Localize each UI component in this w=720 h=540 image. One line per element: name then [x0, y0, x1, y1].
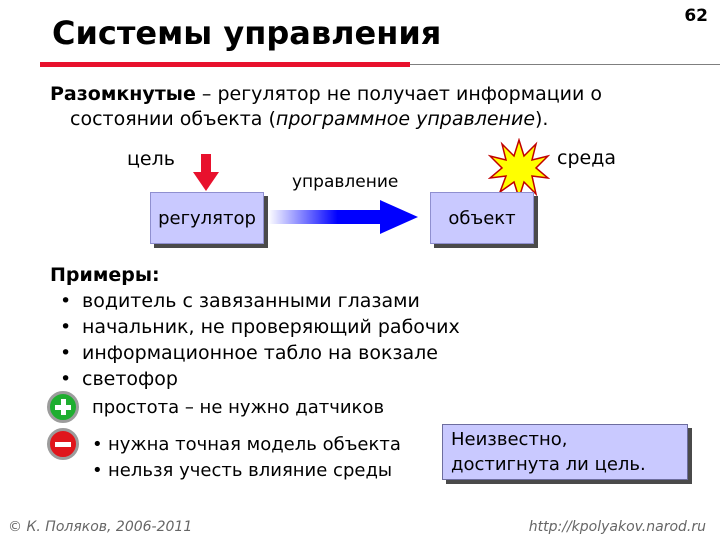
environment-label: среда [557, 147, 616, 169]
plus-icon [47, 391, 79, 423]
list-item: • информационное табло на вокзале [50, 340, 460, 366]
note-box [442, 424, 688, 480]
definition-emphasis: программное управление [275, 108, 536, 130]
note-line-2: достигнута ли цель. [451, 454, 646, 475]
list-item: • нельзя учесть влияние среды [92, 458, 401, 484]
examples-heading: Примеры: [50, 264, 160, 286]
list-item: • светофор [50, 366, 460, 392]
minus-icon [47, 428, 79, 460]
goal-arrow-icon [192, 154, 220, 192]
list-item: • водитель с завязанными глазами [50, 288, 460, 314]
page-title: Системы управления [52, 14, 442, 52]
regulator-label: регулятор [158, 207, 256, 229]
environment-burst-icon [488, 138, 550, 200]
examples-section [50, 262, 460, 392]
object-label: объект [448, 207, 516, 229]
control-label: управление [292, 172, 399, 192]
definition-part-1: – регулятор не получает информации о [195, 83, 603, 105]
note-line-1: Неизвестно, [451, 429, 568, 450]
page-number: 62 [684, 6, 708, 26]
definition-part-2: состоянии объекта ( [70, 108, 276, 130]
definition-text [50, 82, 700, 132]
control-arrow-icon [268, 200, 420, 234]
title-accent-bar [40, 62, 410, 67]
definition-term: Разомкнутые [50, 83, 196, 105]
cons-list [92, 432, 401, 484]
footer-url[interactable]: http://kpolyakov.narod.ru [528, 519, 706, 535]
object-box [430, 192, 534, 244]
cons-section [92, 432, 401, 484]
footer-copyright: © К. Поляков, 2006-2011 [8, 519, 193, 535]
pro-text: простота – не нужно датчиков [92, 397, 385, 418]
list-item: • нужна точная модель объекта [92, 432, 401, 458]
list-item: • начальник, не проверяющий рабочих [50, 314, 460, 340]
examples-list [50, 288, 460, 392]
goal-label: цель [127, 148, 175, 170]
definition-part-3: ). [535, 108, 549, 130]
regulator-box [150, 192, 264, 244]
definition-line-2 [50, 107, 700, 132]
